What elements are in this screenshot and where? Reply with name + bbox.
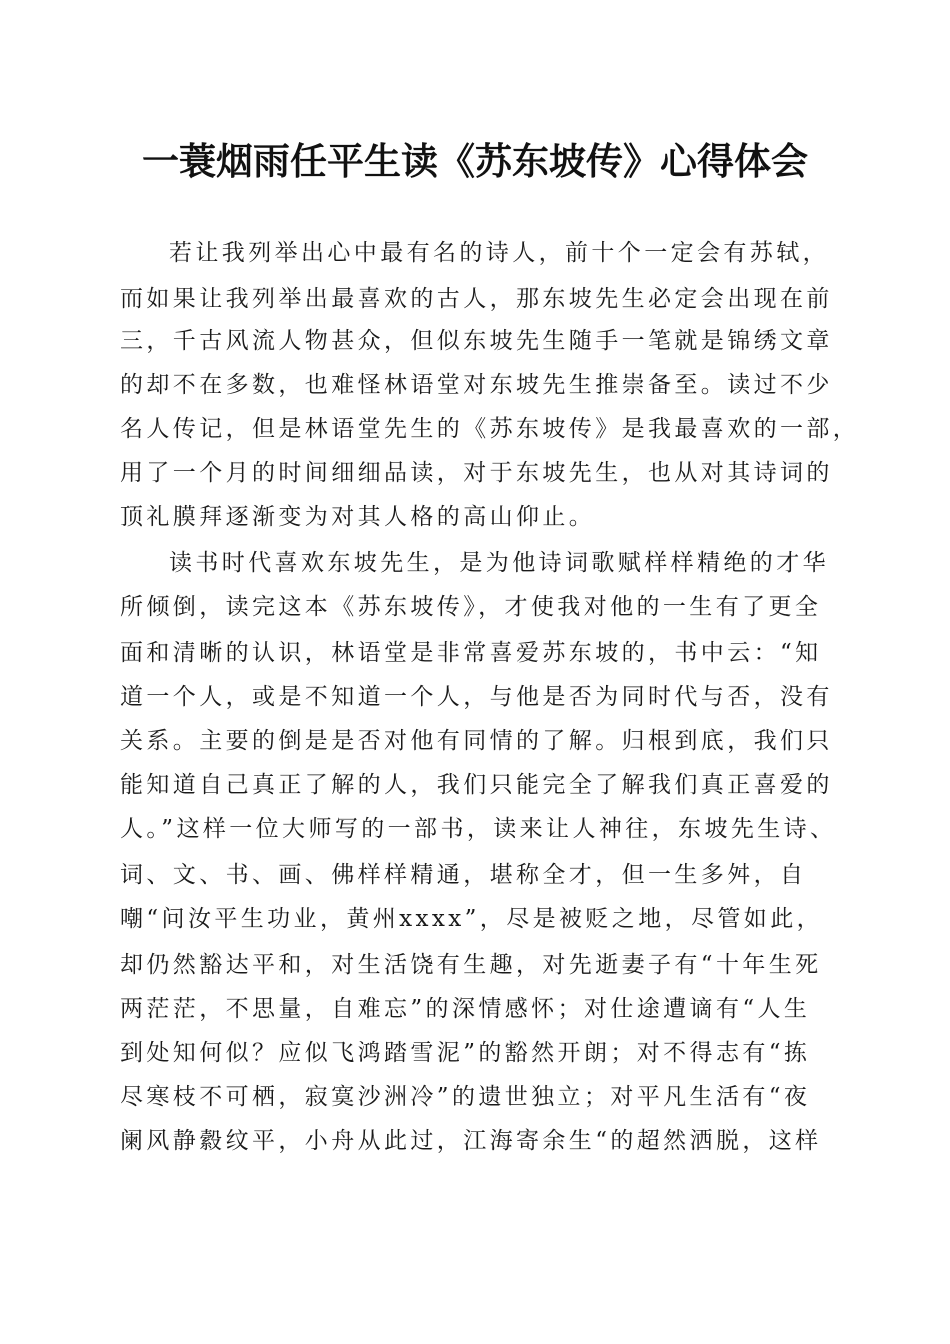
- paragraph-2-line-9: 嘲“问汝平生功业，黄州xxxx”，尽是被贬之地，尽管如此，: [120, 906, 824, 932]
- paragraph-2-line-5: 关系。主要的倒是是否对他有同情的了解。归根到底，我们只: [120, 728, 833, 754]
- paragraph-1-line-4: 的却不在多数，也难怪林语堂对东坡先生推崇备至。读过不少: [120, 372, 833, 398]
- paragraph-2-line-4: 道一个人，或是不知道一个人，与他是否为同时代与否，没有: [120, 684, 833, 710]
- paragraph-2-line-1: 读书时代喜欢东坡先生，是为他诗词歌赋样样精绝的才华: [169, 550, 829, 576]
- document-title: 一蓑烟雨任平生读《苏东坡传》心得体会: [142, 139, 808, 183]
- paragraph-2-line-3: 面和清晰的认识，林语堂是非常喜爱苏东坡的，书中云：“知: [120, 640, 822, 666]
- paragraph-2-line-14: 阑风静縠纹平，小舟从此过，江海寄余生“的超然洒脱，这样: [120, 1128, 822, 1154]
- paragraph-2-line-2: 所倾倒，读完这本《苏东坡传》，才使我对他的一生有了更全: [120, 594, 822, 620]
- paragraph-1-line-7: 顶礼膜拜逐渐变为对其人格的高山仰止。: [120, 504, 596, 530]
- paragraph-2-line-6: 能知道自己真正了解的人，我们只能完全了解我们真正喜爱的: [120, 772, 833, 798]
- paragraph-1-line-2: 而如果让我列举出最喜欢的古人，那东坡先生必定会出现在前: [120, 286, 833, 312]
- paragraph-1-line-5: 名人传记，但是林语堂先生的《苏东坡传》是我最喜欢的一部，: [120, 416, 860, 442]
- paragraph-2-line-8: 词、文、书、画、佛样样精通，堪称全才，但一生多舛，自: [120, 862, 807, 888]
- paragraph-1-line-1: 若让我列举出心中最有名的诗人，前十个一定会有苏轼，: [169, 240, 829, 266]
- paragraph-1-line-3: 三，千古风流人物甚众，但似东坡先生随手一笔就是锦绣文章: [120, 328, 833, 354]
- paragraph-2-line-7: 人。”这样一位大师写的一部书，读来让人神往，东坡先生诗、: [120, 816, 837, 842]
- paragraph-2-line-10: 却仍然豁达平和，对生活饶有生趣，对先逝妻子有“十年生死: [120, 952, 822, 978]
- paragraph-2-line-13: 尽寒枝不可栖，寂寞沙洲冷”的遗世独立；对平凡生活有“夜: [120, 1084, 811, 1110]
- paragraph-2-line-11: 两茫茫，不思量，自难忘”的深情感怀；对仕途遭谪有“人生: [120, 996, 811, 1022]
- paragraph-1-line-6: 用了一个月的时间细细品读，对于东坡先生，也从对其诗词的: [120, 460, 833, 486]
- paragraph-2-line-12: 到处知何似？应似飞鸿踏雪泥”的豁然开朗；对不得志有“拣: [120, 1040, 811, 1066]
